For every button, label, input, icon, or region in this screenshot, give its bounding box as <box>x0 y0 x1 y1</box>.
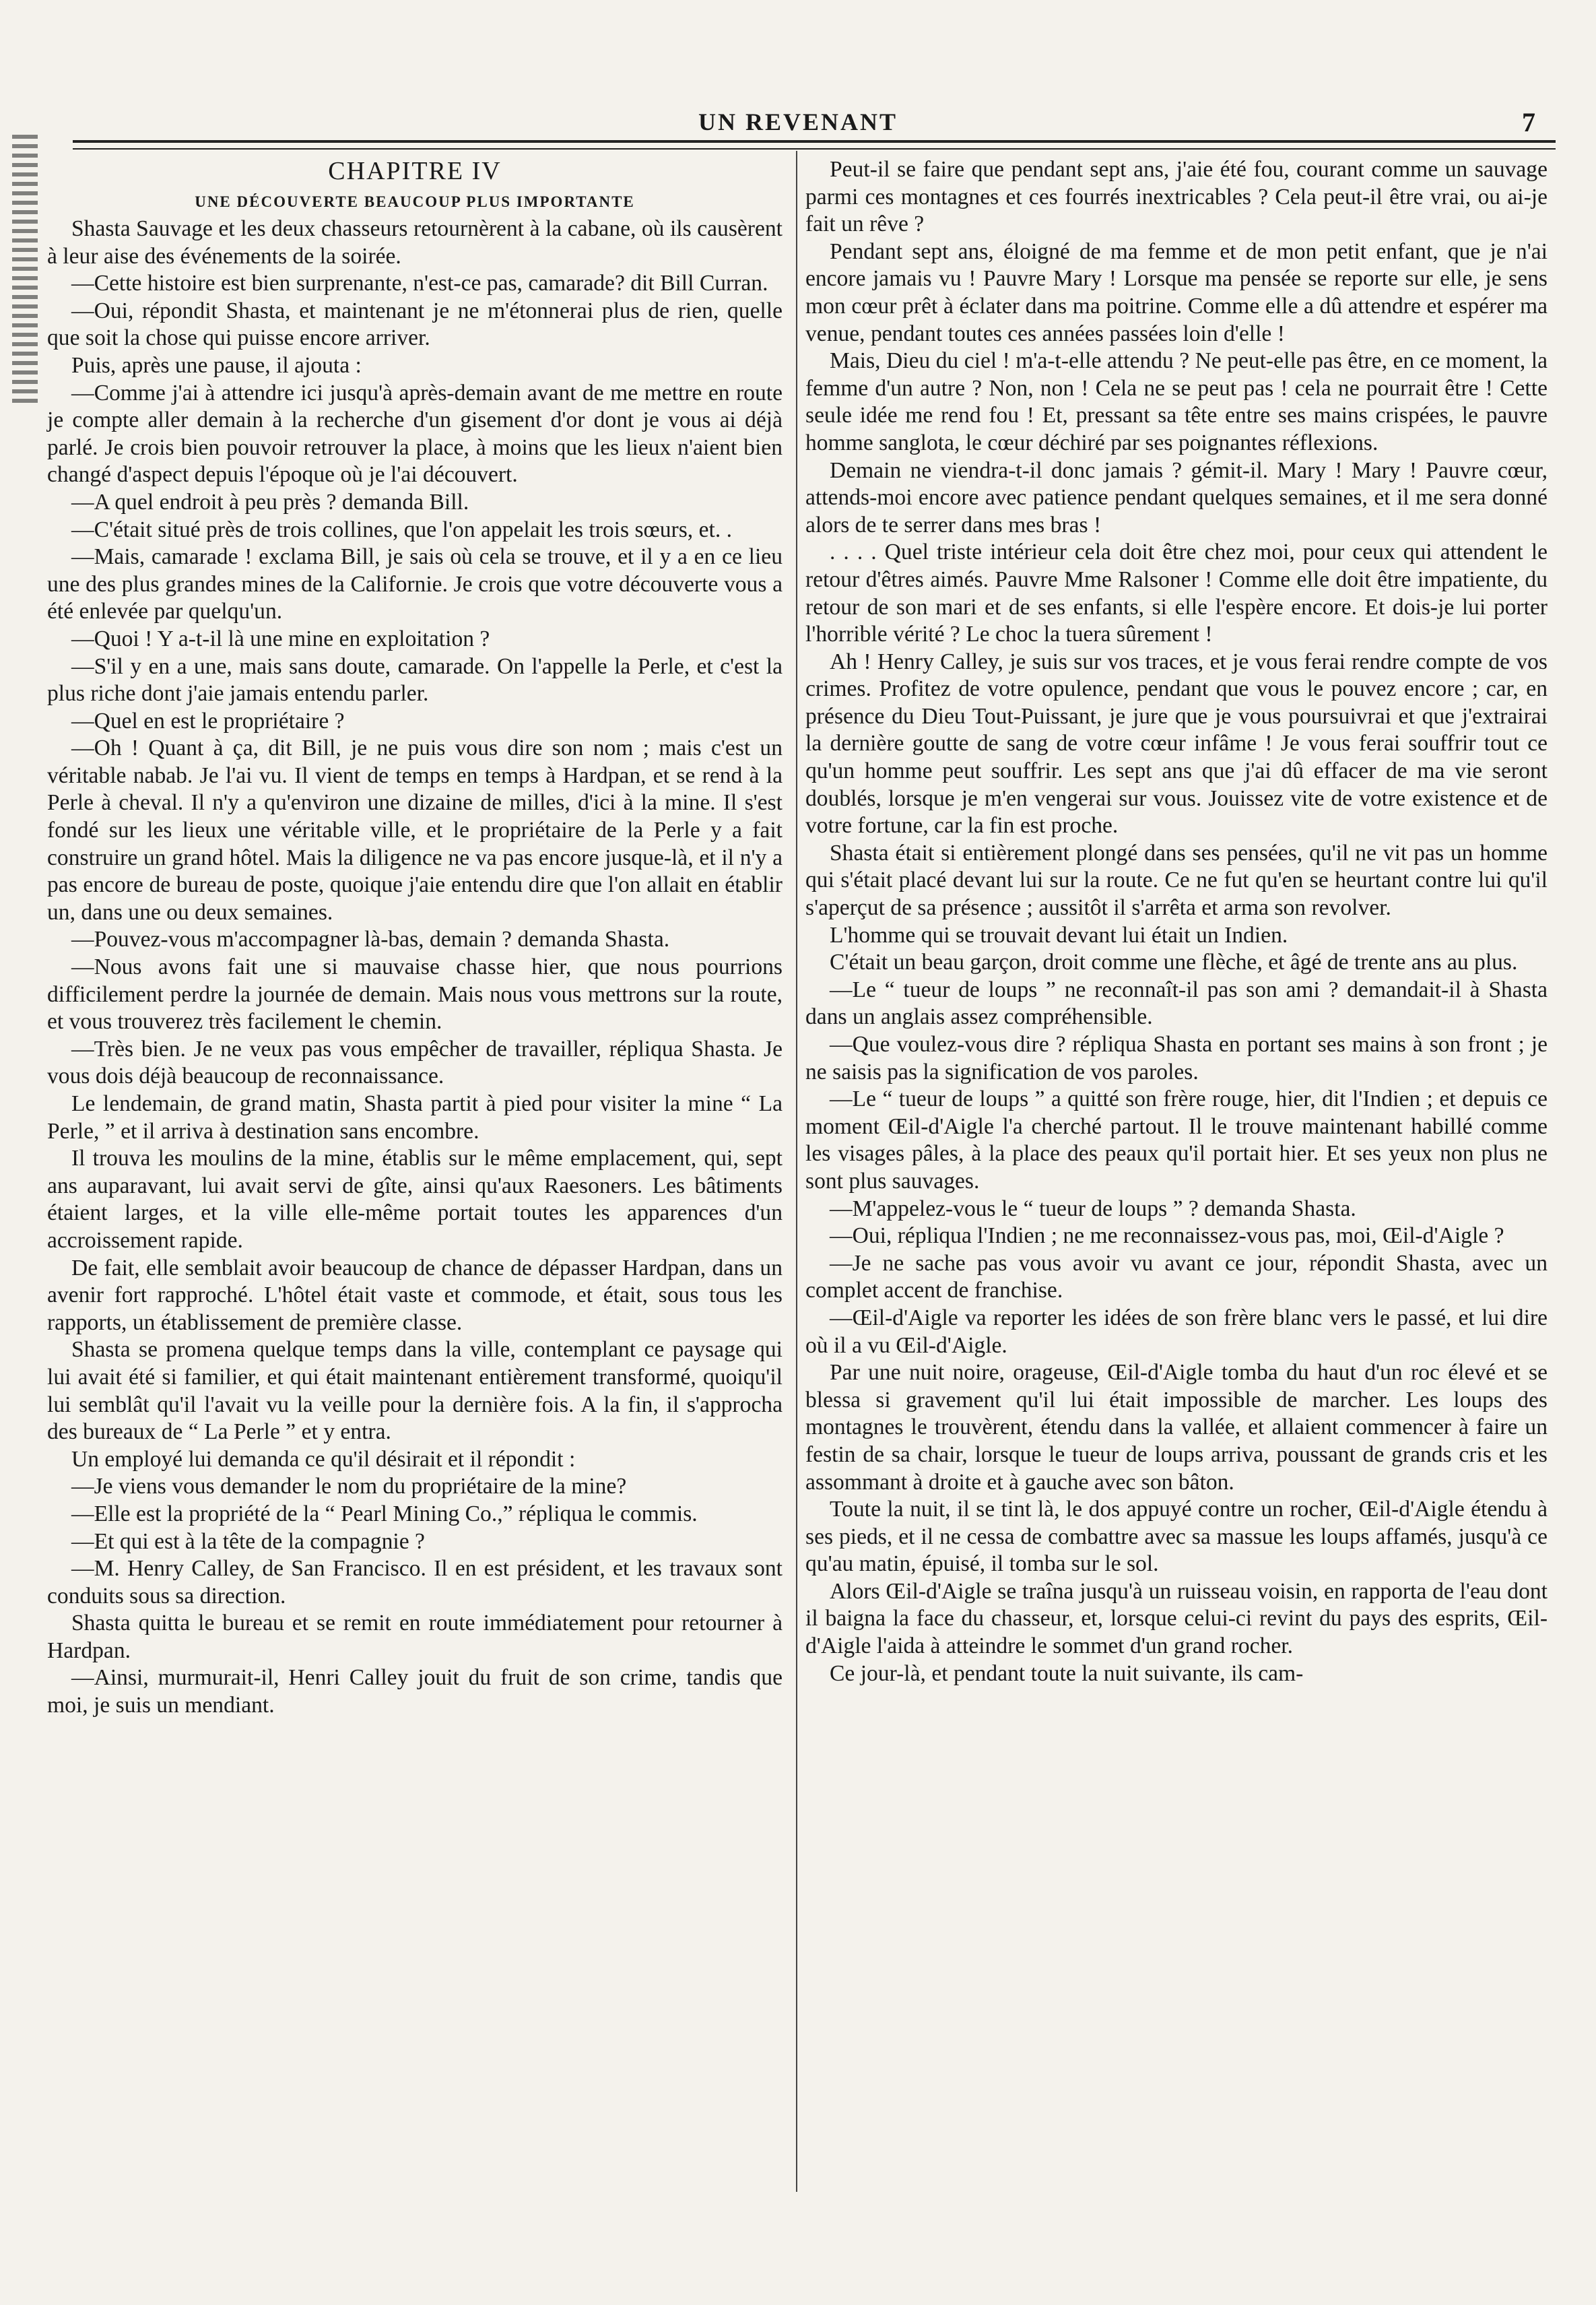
paragraph: —Que voulez-vous dire ? répliqua Shasta en portant ses mains à son front ; je ne saisis pas la signification de vos paroles. <box>805 1032 1548 1084</box>
paragraph: —M'appelez-vous le “ tueur de loups ” ? demanda Shasta. <box>830 1196 1356 1221</box>
paragraph: Shasta était si entièrement plongé dans ses pensées, qu'il ne vit pas un homme qui s'était placé devant lui sur la route. Ce ne fut qu'en se heurtant contre lui qu'il s'aperçut de sa présence ; aussitôt il s'arrêta et arma son revolver. <box>805 840 1548 921</box>
paragraph: Un employé lui demanda ce qu'il désirait et il répondit : <box>71 1446 576 1472</box>
right-column <box>805 156 1548 1687</box>
paragraph: —Quoi ! Y a-t-il là une mine en exploitation ? <box>71 626 490 651</box>
paragraph: C'était un beau garçon, droit comme une flèche, et âgé de trente ans au plus. <box>830 950 1518 975</box>
paragraph: —Mais, camarade ! exclama Bill, je sais où cela se trouve, et il y a en ce lieu une des plus grandes mines de la Californie. Je crois que votre découverte vous a été enlevée par quelqu'un. <box>47 544 783 624</box>
paragraph: Alors Œil-d'Aigle se traîna jusqu'à un ruisseau voisin, en rapporta de l'eau dont il baigna la face du chasseur, et, lorsque celui-ci revint du pays des esprits, Œil-d'Aigle l'aida à atteindre le sommet d'un grand rocher. <box>805 1578 1548 1659</box>
paragraph: Puis, après une pause, il ajouta : <box>71 352 362 378</box>
paragraph: —Le “ tueur de loups ” ne reconnaît-il pas son ami ? demandait-il à Shasta dans un anglais assez compréhensible. <box>805 977 1548 1030</box>
paragraph: . . . . Quel triste intérieur cela doit être chez moi, pour ceux qui attendent le retour d'êtres aimés. Pauvre Mme Ralsoner ! Comme elle doit être impatiente, du retour de son mari et de ses enfants, si elle l'espère encore. Et dois-je lui porter l'horrible vérité ? Le choc la tuera sûrement ! <box>805 540 1548 647</box>
paragraph: —C'était situé près de trois collines, que l'on appelait les trois sœurs, et. . <box>71 517 733 542</box>
paragraph: Ce jour-là, et pendant toute la nuit suivante, ils cam- <box>830 1660 1304 1686</box>
header-rule-thick <box>73 140 1556 143</box>
paragraph: —Je ne sache pas vous avoir vu avant ce jour, répondit Shasta, avec un complet accent de franchise. <box>805 1250 1548 1303</box>
chapter-title: CHAPITRE IV <box>328 157 502 185</box>
chapter-subtitle: UNE DÉCOUVERTE BEAUCOUP PLUS IMPORTANTE <box>195 193 635 210</box>
paragraph: —M. Henry Calley, de San Francisco. Il en est président, et les travaux sont conduits sous sa direction. <box>47 1556 783 1609</box>
paragraph: —Cette histoire est bien surprenante, n'est-ce pas, camarade? dit Bill Curran. <box>71 271 768 296</box>
paragraph: Par une nuit noire, orageuse, Œil-d'Aigle tomba du haut d'un roc élevé et se blessa si gravement qu'il lui était impossible de marcher. Les loups des montagnes le trouvèrent, étendu dans la vallée, et allaient commencer à faire un festin de sa chair, lorsque le tueur de loups arriva, poussant de grands cris et les assommant à droite et à gauche avec son bâton. <box>805 1360 1548 1495</box>
paragraph: Shasta se promena quelque temps dans la ville, contemplant ce paysage qui lui avait été si familier, et qui était maintenant entièrement transformé, quoiqu'il lui semblât qu'il l'avait vu la veille pour la dernière fois. A la fin, il s'approcha des bureaux de “ La Perle ” et y entra. <box>47 1337 783 1445</box>
paragraph: Peut-il se faire que pendant sept ans, j'aie été fou, courant comme un sauvage parmi ces montagnes et ces fourrés inextricables ? Cela peut-il être vrai, ou ai-je fait un rêve ? <box>805 157 1548 237</box>
paragraph: —Quel en est le propriétaire ? <box>71 708 345 734</box>
paragraph: Demain ne viendra-t-il donc jamais ? gémit-il. Mary ! Mary ! Pauvre cœur, attends-moi encore avec patience pendant quelques semaines, et il me sera donné alors de te serrer dans mes bras ! <box>805 457 1548 538</box>
paragraph: —Elle est la propriété de la “ Pearl Mining Co.,” répliqua le commis. <box>71 1501 698 1526</box>
paragraph: —Nous avons fait une si mauvaise chasse hier, que nous pourrions difficilement perdre la journée de demain. Mais nous vous mettrons sur la route, et vous trouverez très facilement le chemin. <box>47 954 783 1035</box>
paragraph: —Œil-d'Aigle va reporter les idées de son frère blanc vers le passé, et lui dire où il a vu Œil-d'Aigle. <box>805 1305 1548 1358</box>
paragraph: —Oui, répondit Shasta, et maintenant je ne m'étonnerai plus de rien, quelle que soit la chose qui puisse encore arriver. <box>47 298 783 351</box>
paragraph: Le lendemain, de grand matin, Shasta partit à pied pour visiter la mine “ La Perle, ” et il arriva à destination sans encombre. <box>47 1091 783 1144</box>
binding-edge-mark <box>12 135 38 404</box>
paragraph: Mais, Dieu du ciel ! m'a-t-elle attendu ? Ne peut-elle pas être, en ce moment, la femme d'un autre ? Non, non ! Cela ne se peut pas ! cela ne pourrait être ! Cette seule idée me rend fou ! Et, pressant sa tête entre ses mains crispées, le pauvre homme sanglota, le cœur déchiré par ses poignantes réflexions. <box>805 348 1548 455</box>
left-column <box>47 156 783 1720</box>
paragraph: De fait, elle semblait avoir beaucoup de chance de dépasser Hardpan, dans un avenir fort rapproché. L'hôtel était vaste et commode, et était, sous tous les rapports, un établissement de première classe. <box>47 1255 783 1335</box>
paragraph: —Comme j'ai à attendre ici jusqu'à après-demain avant de me mettre en route je compte aller demain à la recherche d'un gisement d'or dont je vous ai déjà parlé. Je crois bien pouvoir retrouver la place, à moins que les lieux n'aient bien changé d'aspect depuis l'époque où je l'ai découvert. <box>47 380 783 488</box>
paragraph: —Pouvez-vous m'accompagner là-bas, demain ? demanda Shasta. <box>71 927 670 952</box>
paragraph: Toute la nuit, il se tint là, le dos appuyé contre un rocher, Œil-d'Aigle étendu à ses pieds, et il ne cessa de combattre avec sa massue les loups affamés, jusqu'à ce qu'au matin, épuisé, il tomba sur le sol. <box>805 1497 1548 1577</box>
paragraph: Pendant sept ans, éloigné de ma femme et de mon petit enfant, que je n'ai encore jamais vu ! Pauvre Mary ! Lorsque ma pensée se reporte sur elle, je sens mon cœur prêt à éclater dans ma poitrine. Comme elle a dû attendre et espérer ma venue, pendant toutes ces années passées loin d'elle ! <box>805 238 1548 346</box>
paragraph: Shasta quitta le bureau et se remit en route immédiatement pour retourner à Hardpan. <box>47 1611 783 1663</box>
paragraph: —Très bien. Je ne veux pas vous empêcher de travailler, répliqua Shasta. Je vous dois déjà beaucoup de reconnaissance. <box>47 1036 783 1089</box>
paragraph: L'homme qui se trouvait devant lui était un Indien. <box>830 922 1288 948</box>
paragraph: Ah ! Henry Calley, je suis sur vos traces, et je vous ferai rendre compte de vos crimes. Profitez de votre opulence, pendant que vous le pouvez encore ; car, en présence du Dieu Tout-Puissant, je jure que je vous poursuivrai et que j'extrairai la dernière goutte de sang de votre cœur infâme ! Je vous ferai souffrir tout ce qu'un homme peut souffrir. Les sept ans que j'ai dû effacer de ma vie seront doublés, lorsque je m'en vengerai sur vous. Jouissez vite de votre existence et de votre fortune, car la fin est proche. <box>805 649 1548 839</box>
header-rule-thin <box>73 148 1556 150</box>
running-title: UN REVENANT <box>698 108 898 135</box>
column-divider <box>796 151 797 2192</box>
paragraph: —Le “ tueur de loups ” a quitté son frère rouge, hier, dit l'Indien ; et depuis ce moment Œil-d'Aigle l'a cherché partout. Il le trouve maintenant habillé comme les visages pâles, à la place des peaux qu'il portait hier. Et ses yeux non plus ne sont plus sauvages. <box>805 1086 1548 1194</box>
running-head <box>47 108 1549 141</box>
paragraph: Il trouva les moulins de la mine, établis sur le même emplacement, qui, sept ans auparavant, lui avait servi de gîte, ainsi qu'aux Raesoners. Les bâtiments étaient larges, et la ville elle-même portait toutes les apparences d'un accroissement rapide. <box>47 1146 783 1253</box>
paragraph: —S'il y en a une, mais sans doute, camarade. On l'appelle la Perle, et c'est la plus riche dont j'aie jamais entendu parler. <box>47 653 783 707</box>
paragraph: —Ainsi, murmurait-il, Henri Calley jouit du fruit de son crime, tandis que moi, je suis un mendiant. <box>47 1665 783 1718</box>
right-column-text <box>805 156 1548 1687</box>
paragraph: —Je viens vous demander le nom du propriétaire de la mine? <box>71 1474 627 1499</box>
paragraph: Shasta Sauvage et les deux chasseurs retournèrent à la cabane, où ils causèrent à leur aise des événements de la soirée. <box>47 216 783 269</box>
paragraph: —Et qui est à la tête de la compagnie ? <box>71 1528 425 1554</box>
paragraph: —A quel endroit à peu près ? demanda Bill. <box>71 489 469 515</box>
left-column-text <box>47 216 783 1720</box>
page-number: 7 <box>1522 107 1535 137</box>
paragraph: —Oh ! Quant à ça, dit Bill, je ne puis vous dire son nom ; mais c'est un véritable nabab. Je l'ai vu. Il vient de temps en temps à Hardpan, et se rend à la Perle à cheval. Il n'y a qu'environ une dizaine de milles, d'ici à la mine. Il s'est fondé sur les lieux une véritable ville, et le propriétaire de la Perle y a fait construire un grand hôtel. Mais la diligence ne va pas encore jusque-là, et il n'y a pas encore de bureau de poste, quoique j'aie entendu dire que l'on allait en établir un, dans une ou deux semaines. <box>47 736 783 925</box>
paragraph: —Oui, répliqua l'Indien ; ne me reconnaissez-vous pas, moi, Œil-d'Aigle ? <box>830 1223 1504 1249</box>
